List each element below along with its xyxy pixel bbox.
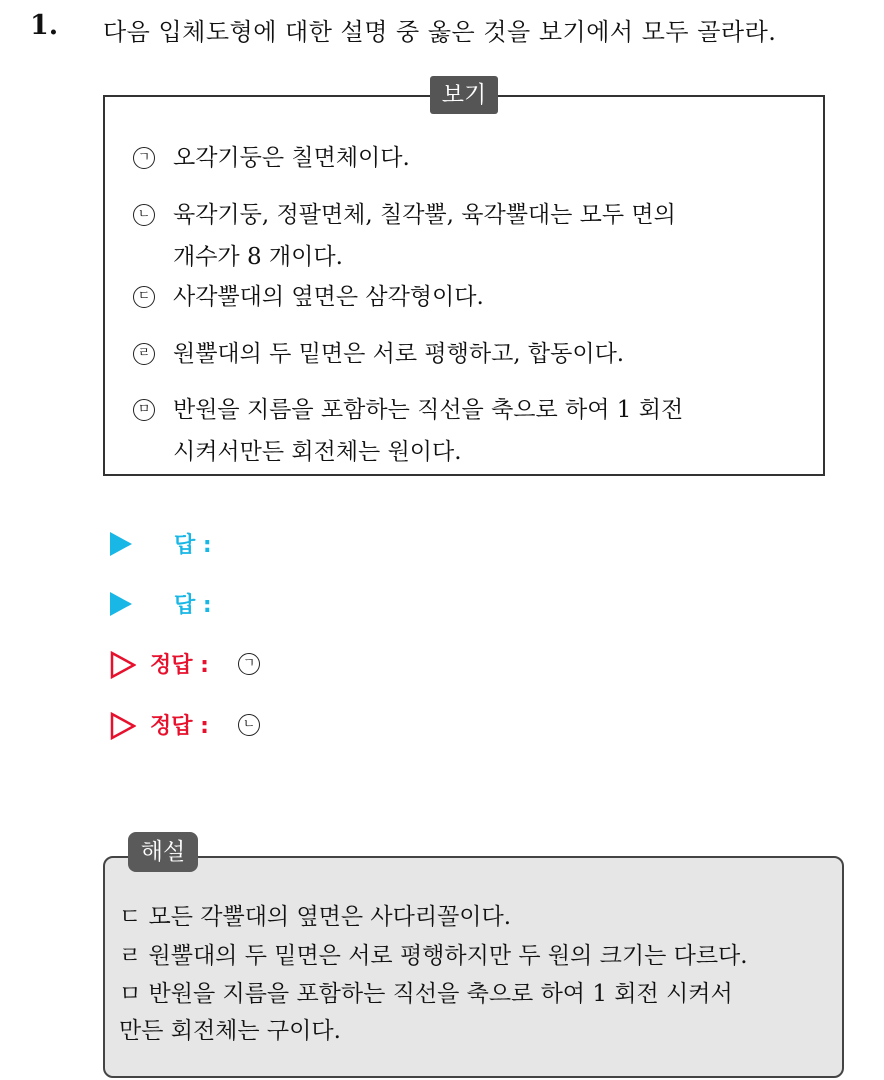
bogi-item-text-cont: 개수가 8 개이다. xyxy=(173,244,343,270)
circle-marker-icon: ㄷ xyxy=(133,286,155,308)
explanation-line: ㄹ 원뿔대의 두 밑면은 서로 평행하지만 두 원의 크기는 다르다. xyxy=(119,943,748,969)
outline-triangle-icon xyxy=(110,712,136,740)
question-text: 다음 입체도형에 대한 설명 중 옳은 것을 보기에서 모두 골라라. xyxy=(103,18,777,46)
explanation-label: 해설 xyxy=(128,832,198,872)
circle-marker-icon: ㄹ xyxy=(133,343,155,365)
circle-marker-icon: ㅁ xyxy=(133,399,155,421)
correct-answer-value: ㄱ xyxy=(238,653,260,675)
bogi-item-text-cont: 시켜서만든 회전체는 원이다. xyxy=(173,439,462,465)
question-number: 1. xyxy=(30,10,59,41)
bogi-item-text: 오각기둥은 칠면체이다. xyxy=(173,145,410,171)
bogi-item-text: 사각뿔대의 옆면은 삼각형이다. xyxy=(173,284,484,310)
play-triangle-icon xyxy=(110,592,132,616)
correct-answer-value: ㄴ xyxy=(238,714,260,736)
play-triangle-icon xyxy=(110,532,132,556)
correct-answer-label: 정답 : xyxy=(150,653,209,678)
bogi-item-text: 반원을 지름을 포함하는 직선을 축으로 하여 1 회전 xyxy=(173,397,684,423)
answer-label: 답 : xyxy=(174,593,212,618)
bogi-label: 보기 xyxy=(430,76,498,114)
circle-marker-icon: ㄱ xyxy=(133,147,155,169)
explanation-line: 만든 회전체는 구이다. xyxy=(119,1018,341,1044)
explanation-line: ㅁ 반원을 지름을 포함하는 직선을 축으로 하여 1 회전 시켜서 xyxy=(119,981,733,1007)
explanation-line: ㄷ 모든 각뿔대의 옆면은 사다리꼴이다. xyxy=(119,904,512,930)
answer-label: 답 : xyxy=(174,533,212,558)
outline-triangle-icon xyxy=(110,651,136,679)
correct-answer-label: 정답 : xyxy=(150,714,209,739)
circle-marker-icon: ㄴ xyxy=(133,204,155,226)
bogi-item-text: 원뿔대의 두 밑면은 서로 평행하고, 합동이다. xyxy=(173,341,625,367)
bogi-item-text: 육각기둥, 정팔면체, 칠각뿔, 육각뿔대는 모두 면의 xyxy=(173,202,676,228)
